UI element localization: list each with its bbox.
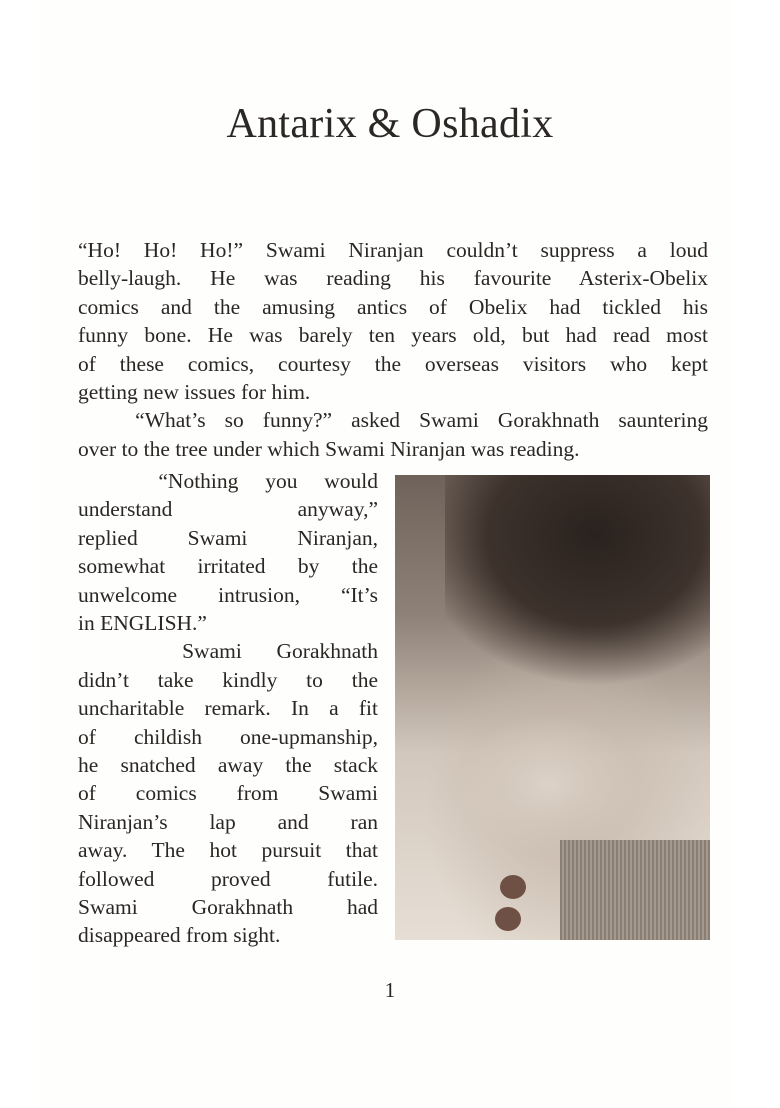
text-line: of these comics, courtesy the overseas visitors who kept (78, 351, 708, 376)
chapter-title: Antarix & Oshadix (226, 101, 554, 147)
text-line: Niranjan’s lap and ran (78, 809, 378, 834)
text-line: Swami Gorakhnath had (78, 895, 378, 919)
text-line: somewhat irritated by the (78, 554, 378, 579)
text-line: of comics from Swami (78, 781, 378, 806)
text-line: replied Swami Niranjan, (78, 525, 378, 550)
photo-sweater (560, 840, 710, 940)
text-line: he snatched away the stack (78, 753, 378, 777)
text-line: understand anyway,” (78, 497, 378, 522)
photo-button (500, 875, 526, 899)
text-line: “Nothing you would (78, 469, 378, 493)
text-line: “What’s so funny?” asked Swami Gorakhnath sauntering (78, 408, 708, 433)
page-number: 1 (384, 978, 396, 1002)
text-line: in ENGLISH.” (78, 611, 207, 635)
text-line: away. The hot pursuit that (78, 838, 378, 863)
text-line: disappeared from sight. (78, 923, 281, 948)
photo-button (495, 907, 521, 931)
text-line: funny bone. He was barely ten years old, but had read most (78, 323, 708, 348)
photo-smiling-child (395, 475, 710, 940)
text-line: Swami Gorakhnath (78, 639, 378, 664)
text-line: “Ho! Ho! Ho!” Swami Niranjan couldn’t suppress a loud (78, 238, 708, 262)
text-line: unwelcome intrusion, “It’s (78, 582, 378, 607)
text-line: of childish one-upmanship, (78, 724, 378, 749)
text-line: getting new issues for him. (78, 380, 311, 404)
text-line: belly-laugh. He was reading his favourite Asterix-Obelix (78, 266, 708, 291)
photo-hair (445, 475, 710, 705)
text-line: followed proved futile. (78, 866, 378, 891)
text-line: over to the tree under which Swami Niranjan was reading. (78, 436, 580, 461)
text-line: didn’t take kindly to the (78, 667, 378, 692)
text-line: uncharitable remark. In a fit (78, 696, 378, 721)
text-line: comics and the amusing antics of Obelix had tickled his (78, 294, 708, 319)
